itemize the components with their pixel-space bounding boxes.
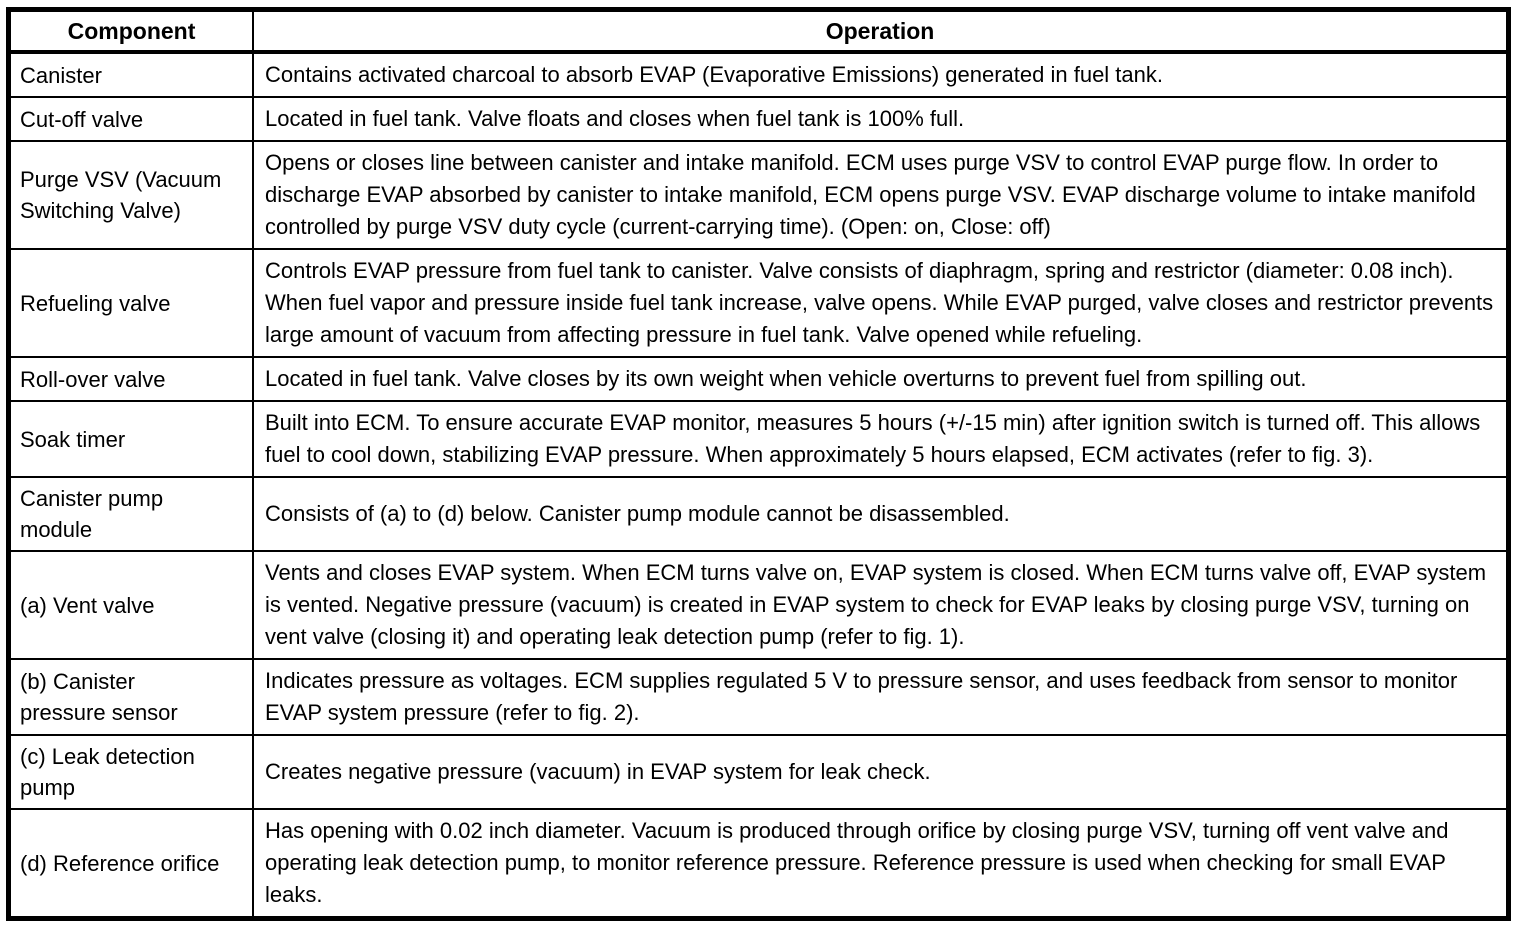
table-row (9, 401, 1509, 477)
header-row (9, 10, 1509, 53)
table-row (9, 551, 1509, 659)
component-operation-table (6, 7, 1511, 921)
component-cell: (a) Vent valve (9, 551, 254, 659)
operation-cell: Built into ECM. To ensure accurate EVAP monitor, measures 5 hours (+/-15 min) after ignition switch is turned off. This allows fuel to cool down, stabilizing EVAP pressure. When approximately 5 hours elapsed, ECM activates (refer to fig. 3). (253, 401, 1509, 477)
table-row (9, 735, 1509, 809)
component-cell: Refueling valve (9, 249, 254, 357)
table-row (9, 97, 1509, 141)
operation-cell: Consists of (a) to (d) below. Canister pump module cannot be disassembled. (253, 477, 1509, 551)
operation-cell: Vents and closes EVAP system. When ECM turns valve on, EVAP system is closed. When ECM turns valve off, EVAP system is vented. Negative pressure (vacuum) is created in EVAP system to check for EVAP leaks by closing purge VSV, turning on vent valve (closing it) and operating leak detection pump (refer to fig. 1). (253, 551, 1509, 659)
table-row (9, 249, 1509, 357)
operation-cell: Has opening with 0.02 inch diameter. Vacuum is produced through orifice by closing purge VSV, turning off vent valve and operating leak detection pump, to monitor reference pressure. Reference pressure is used when checking for small EVAP leaks. (253, 809, 1509, 919)
component-cell: Roll-over valve (9, 357, 254, 401)
operation-cell: Contains activated charcoal to absorb EVAP (Evaporative Emissions) generated in fuel tank. (253, 52, 1509, 97)
component-cell: (b) Canister pressure sensor (9, 659, 254, 735)
table-row (9, 477, 1509, 551)
component-cell: (c) Leak detection pump (9, 735, 254, 809)
operation-cell: Indicates pressure as voltages. ECM supplies regulated 5 V to pressure sensor, and uses feedback from sensor to monitor EVAP system pressure (refer to fig. 2). (253, 659, 1509, 735)
table-row (9, 659, 1509, 735)
operation-cell: Controls EVAP pressure from fuel tank to canister. Valve consists of diaphragm, spring and restrictor (diameter: 0.08 inch). When fuel vapor and pressure inside fuel tank increase, valve opens. While EVAP purged, valve closes and restrictor prevents large amount of vacuum from affecting pressure in fuel tank. Valve opened while refueling. (253, 249, 1509, 357)
table-row (9, 52, 1509, 97)
operation-cell: Opens or closes line between canister and intake manifold. ECM uses purge VSV to control EVAP purge flow. In order to discharge EVAP absorbed by canister to intake manifold, ECM opens purge VSV. EVAP discharge volume to intake manifold controlled by purge VSV duty cycle (current-carrying time). (Open: on, Close: off) (253, 141, 1509, 249)
table-header (9, 10, 1509, 53)
table-row (9, 141, 1509, 249)
operation-cell: Located in fuel tank. Valve closes by its own weight when vehicle overturns to prevent fuel from spilling out. (253, 357, 1509, 401)
component-cell: Soak timer (9, 401, 254, 477)
table-row (9, 357, 1509, 401)
operation-column-header: Operation (253, 10, 1509, 53)
component-cell: Cut-off valve (9, 97, 254, 141)
component-cell: Canister (9, 52, 254, 97)
operation-cell: Creates negative pressure (vacuum) in EVAP system for leak check. (253, 735, 1509, 809)
table-body (9, 52, 1509, 919)
table-row (9, 809, 1509, 919)
component-cell: (d) Reference orifice (9, 809, 254, 919)
operation-cell: Located in fuel tank. Valve floats and closes when fuel tank is 100% full. (253, 97, 1509, 141)
component-cell: Canister pump module (9, 477, 254, 551)
component-column-header: Component (9, 10, 254, 53)
component-cell: Purge VSV (Vacuum Switching Valve) (9, 141, 254, 249)
